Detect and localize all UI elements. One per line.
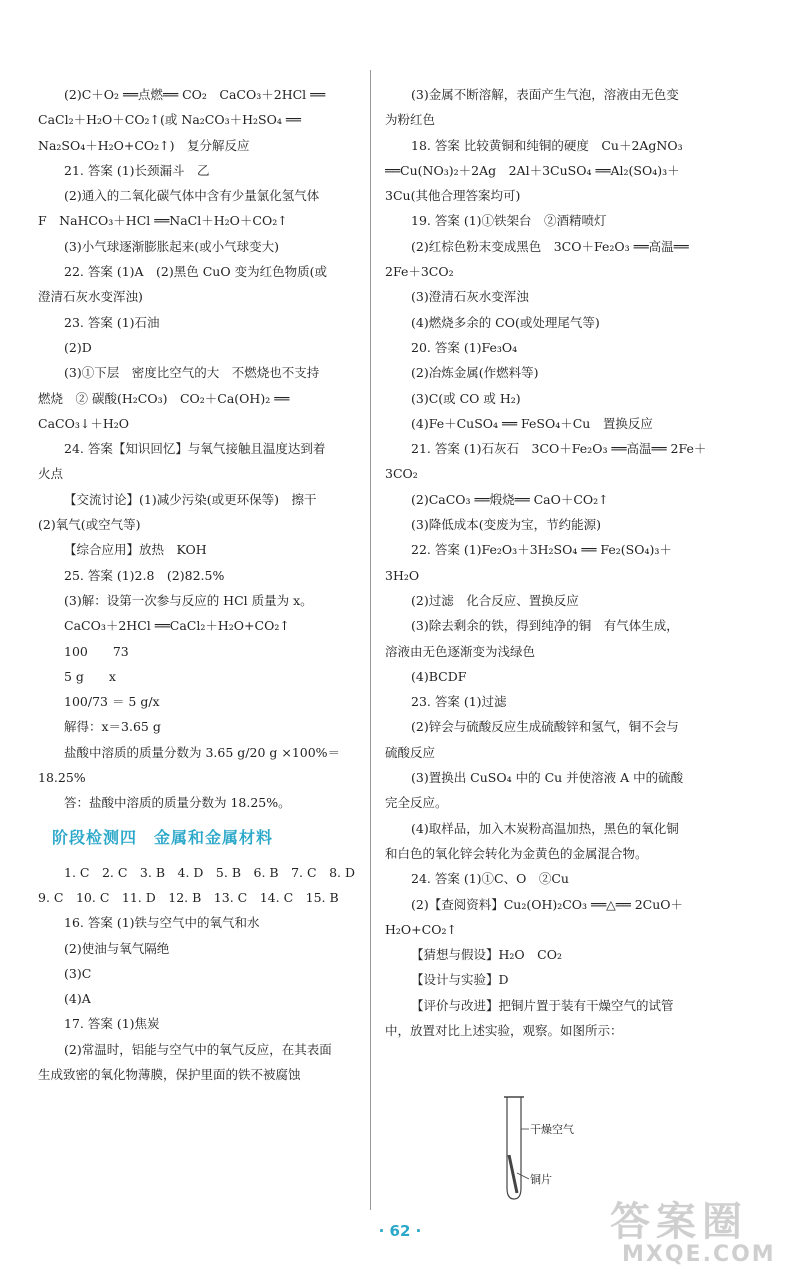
answer-line: (4)A [64,991,91,1007]
section-title: 阶段检测四 金属和金属材料 [52,827,274,847]
answer-line: 2Fe＋3CO₂ [385,264,454,280]
answer-line: (2)【查阅资料】Cu₂(OH)₂CO₃ ══△══ 2CuO＋ [411,896,684,912]
answer-line: 3H₂O [385,567,420,583]
answer-line: 燃烧 ② 碳酸(H₂CO₃) CO₂＋Ca(OH)₂ ══ [38,390,290,406]
answer-line: 【交流讨论】(1)减少污染(或更环保等) 擦干 [64,491,317,507]
answer-line: 3Cu(其他合理答案均可) [385,188,521,204]
answer-line: 16. 答案 (1)铁与空气中的氧气和水 [64,915,260,931]
answer-line: (3)解：设第一次参与反应的 HCl 质量为 x。 [64,592,313,608]
answer-line: (2)C＋O₂ ══点燃══ CO₂ CaCO₃＋2HCl ══ [64,87,326,102]
answer-line: (3)金属不断溶解，表面产生气泡，溶液由无色变 [411,87,679,102]
watermark-text: 答案圈 [610,1199,748,1245]
answer-line: 24. 答案【知识回忆】与氧气接触且温度达到着 [64,441,326,457]
answer-line: 溶液由无色逐渐变为浅绿色 [385,643,536,659]
answer-line: (2)使油与氧气隔绝 [64,940,170,956]
answer-line: 3CO₂ [385,466,418,482]
answer-line: H₂O+CO₂↑ [385,921,457,937]
answer-line: 18. 答案 比较黄铜和纯铜的硬度 Cu＋2AgNO₃ [411,137,683,153]
answer-line: (4)取样品，加入木炭粉高温加热，黑色的氧化铜 [411,820,679,836]
answer-line: 【综合应用】放热 KOH [64,542,207,558]
answer-line: 21. 答案 (1)石灰石 3CO＋Fe₂O₃ ══高温══ 2Fe＋ [411,441,707,457]
answer-line: (4)BCDF [411,668,467,684]
answer-line: (2)通入的二氧化碳气体中含有少量氯化氢气体 [64,188,320,204]
figure-label-air: 干燥空气 [530,1123,574,1136]
answer-line: (4)燃烧多余的 CO(或处理尾气等) [411,314,600,330]
answer-line: 23. 答案 (1)过滤 [411,694,507,710]
answer-line: (2)CaCO₃ ══煅烧══ CaO＋CO₂↑ [411,491,609,507]
right-column [385,82,711,1043]
answer-line: 21. 答案 (1)长颈漏斗 乙 [64,162,210,178]
answer-line: CaCO₃＋2HCl ══CaCl₂＋H₂O+CO₂↑ [64,618,290,634]
answer-line: 答：盐酸中溶质的质量分数为 18.25%。 [64,795,291,811]
answer-line: 100 73 [64,643,129,659]
answer-line: 澄清石灰水变浑浊) [38,289,143,305]
left-column [38,82,356,1087]
answer-line: (2)冶炼金属(作燃料等) [411,365,539,381]
answer-line: 完全反应。 [385,795,448,811]
answer-line: 【评价与改进】把铜片置于装有干燥空气的试管 [411,997,674,1013]
answer-line: 100/73 ＝ 5 g/x [64,694,160,710]
answer-line: (3)降低成本(变废为宝，节约能源) [411,517,601,533]
answer-line: F NaHCO₃＋HCl ══NaCl＋H₂O＋CO₂↑ [38,213,288,229]
answer-line: 生成致密的氧化物薄膜，保护里面的铁不被腐蚀 [38,1066,301,1082]
answer-line: (2)过滤 化合反应、置换反应 [411,592,579,608]
answer-line: (2)D [64,339,92,355]
answer-line: 中，放置对比上述实验，观察。如图所示： [385,1022,623,1038]
answer-line: (2)锌会与硫酸反应生成硫酸锌和氢气，铜不会与 [411,719,679,735]
answer-line: 和白色的氧化锌会转化为金黄色的金属混合物。 [385,845,648,861]
answer-line: (2)氧气(或空气等) [38,517,141,533]
answer-line: (3)①下层 密度比空气的大 不燃烧也不支持 [64,365,320,381]
answer-line: 【猜想与假设】H₂O CO₂ [411,947,562,963]
answer-line: (3)除去剩余的铁，得到纯净的铜 有气体生成， [411,618,679,634]
watermark [600,1190,790,1270]
answer-line: 22. 答案 (1)A (2)黑色 CuO 变为红色物质(或 [64,264,327,280]
watermark-url: MXQE.COM [622,1242,776,1267]
answer-line: 1. C 2. C 3. B 4. D 5. B 6. B 7. C 8. D [64,864,355,880]
answer-line: 24. 答案 (1)①C、O ②Cu [411,871,569,887]
answer-line: 18.25% [38,770,86,786]
column-divider [370,70,371,1210]
answer-line: CaCl₂＋H₂O＋CO₂↑(或 Na₂CO₃＋H₂SO₄ ══ [38,112,301,128]
answer-line: (2)红棕色粉末变成黑色 3CO＋Fe₂O₃ ══高温══ [411,238,689,254]
answer-line: 22. 答案 (1)Fe₂O₃＋3H₂SO₄ ══ Fe₂(SO₄)₃＋ [411,542,672,558]
answer-line: (3)澄清石灰水变浑浊 [411,289,529,305]
answer-line: ══Cu(NO₃)₂＋2Ag 2Al＋3CuSO₄ ══Al₂(SO₄)₃＋ [385,162,680,178]
answer-line: Na₂SO₄＋H₂O+CO₂↑) 复分解反应 [38,137,250,153]
page-number: · 62 · [378,1222,422,1240]
answer-line: 17. 答案 (1)焦炭 [64,1016,160,1032]
answer-line: 【设计与实验】D [411,972,509,988]
answer-line: 23. 答案 (1)石油 [64,314,160,330]
test-tube-figure [497,1093,587,1203]
answer-line: 盐酸中溶质的质量分数为 3.65 g/20 g ×100%＝ [64,744,341,760]
answer-line: (4)Fe＋CuSO₄ ══ FeSO₄＋Cu 置换反应 [411,415,653,431]
answer-line: 19. 答案 (1)①铁架台 ②酒精喷灯 [411,213,607,229]
answer-line: 5 g x [64,668,116,684]
answer-line: (2)常温时，铝能与空气中的氧气反应，在其表面 [64,1041,332,1057]
answer-line: 解得：x＝3.65 g [64,719,161,735]
answer-line: (3)C [64,965,92,981]
answer-line: (3)置换出 CuSO₄ 中的 Cu 并使溶液 A 中的硫酸 [411,770,684,786]
answer-line: (3)C(或 CO 或 H₂) [411,390,521,406]
answer-line: 为粉红色 [385,112,436,128]
answer-line: 20. 答案 (1)Fe₃O₄ [411,339,518,355]
answer-line: 9. C 10. C 11. D 12. B 13. C 14. C 15. B [38,889,339,905]
figure-label-copper: 铜片 [530,1173,552,1186]
answer-line: CaCO₃↓＋H₂O [38,415,129,431]
answer-line: 25. 答案 (1)2.8 (2)82.5% [64,567,225,583]
answer-line: (3)小气球逐渐膨胀起来(或小气球变大) [64,238,279,254]
answer-line: 火点 [38,466,64,482]
answer-line: 硫酸反应 [385,744,436,760]
